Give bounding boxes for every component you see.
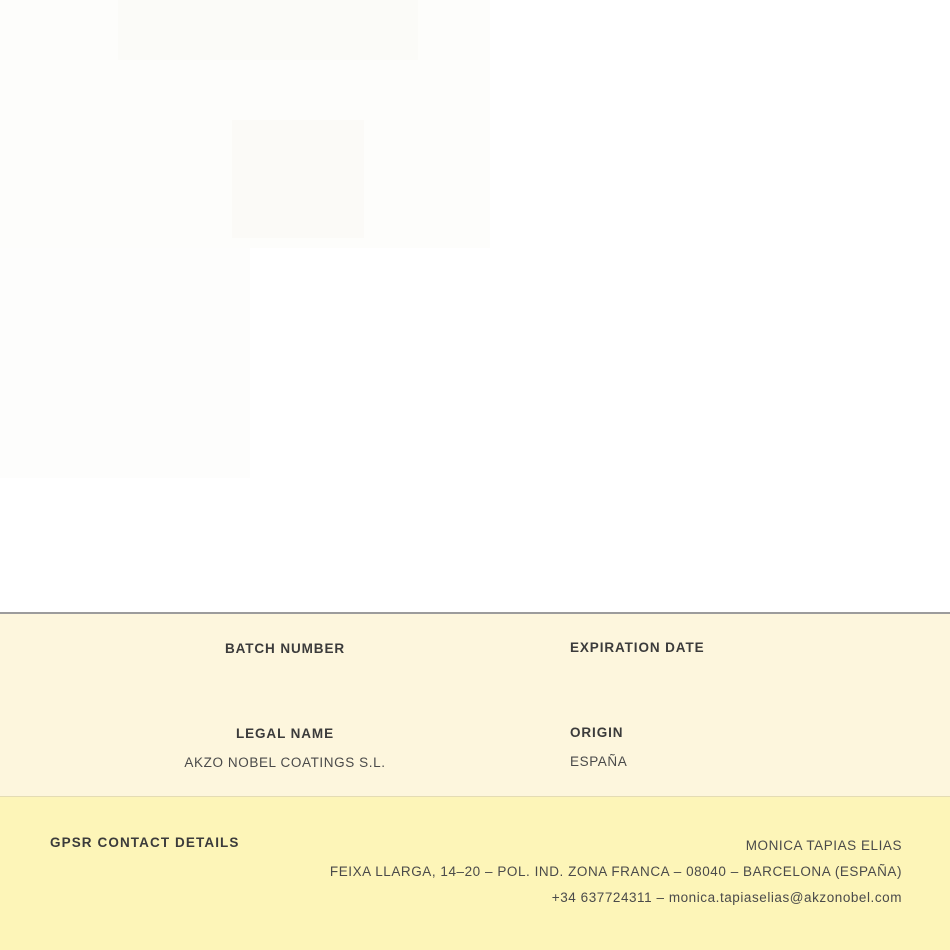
info-row-legal-origin-values bbox=[0, 754, 950, 772]
batch-number-label: BATCH NUMBER bbox=[224, 641, 346, 657]
expiration-date-field bbox=[570, 640, 950, 658]
batch-number-field bbox=[0, 640, 570, 658]
artwork-ghost-region bbox=[118, 0, 418, 60]
legal-name-value-wrap bbox=[0, 754, 570, 772]
artwork-ghost-region bbox=[0, 248, 250, 478]
info-row-batch-expiration bbox=[0, 640, 950, 658]
origin-field bbox=[570, 725, 950, 743]
info-row-legal-origin-labels bbox=[0, 725, 950, 743]
gpsr-address: FEIXA LLARGA, 14–20 – POL. IND. ZONA FRANCA – 08040 – BARCELONA (ESPAÑA) bbox=[329, 864, 902, 879]
gpsr-details bbox=[330, 833, 902, 911]
gpsr-contact-line: +34 637724311 – monica.tapiaselias@akzonobel.com bbox=[551, 890, 902, 905]
gpsr-title: GPSR CONTACT DETAILS bbox=[50, 835, 240, 850]
origin-value: ESPAÑA bbox=[570, 754, 628, 770]
artwork-ghost-region bbox=[232, 120, 364, 238]
gpsr-contact-panel bbox=[0, 797, 950, 950]
gpsr-contact-name: MONICA TAPIAS ELIAS bbox=[745, 838, 902, 853]
origin-label: ORIGIN bbox=[570, 725, 624, 741]
legal-name-field bbox=[0, 725, 570, 743]
legal-name-label: LEGAL NAME bbox=[235, 726, 334, 742]
expiration-date-label: EXPIRATION DATE bbox=[570, 640, 705, 656]
legal-name-value: AKZO NOBEL COATINGS S.L. bbox=[184, 755, 386, 771]
origin-value-wrap bbox=[570, 754, 950, 772]
product-info-panel bbox=[0, 614, 950, 796]
